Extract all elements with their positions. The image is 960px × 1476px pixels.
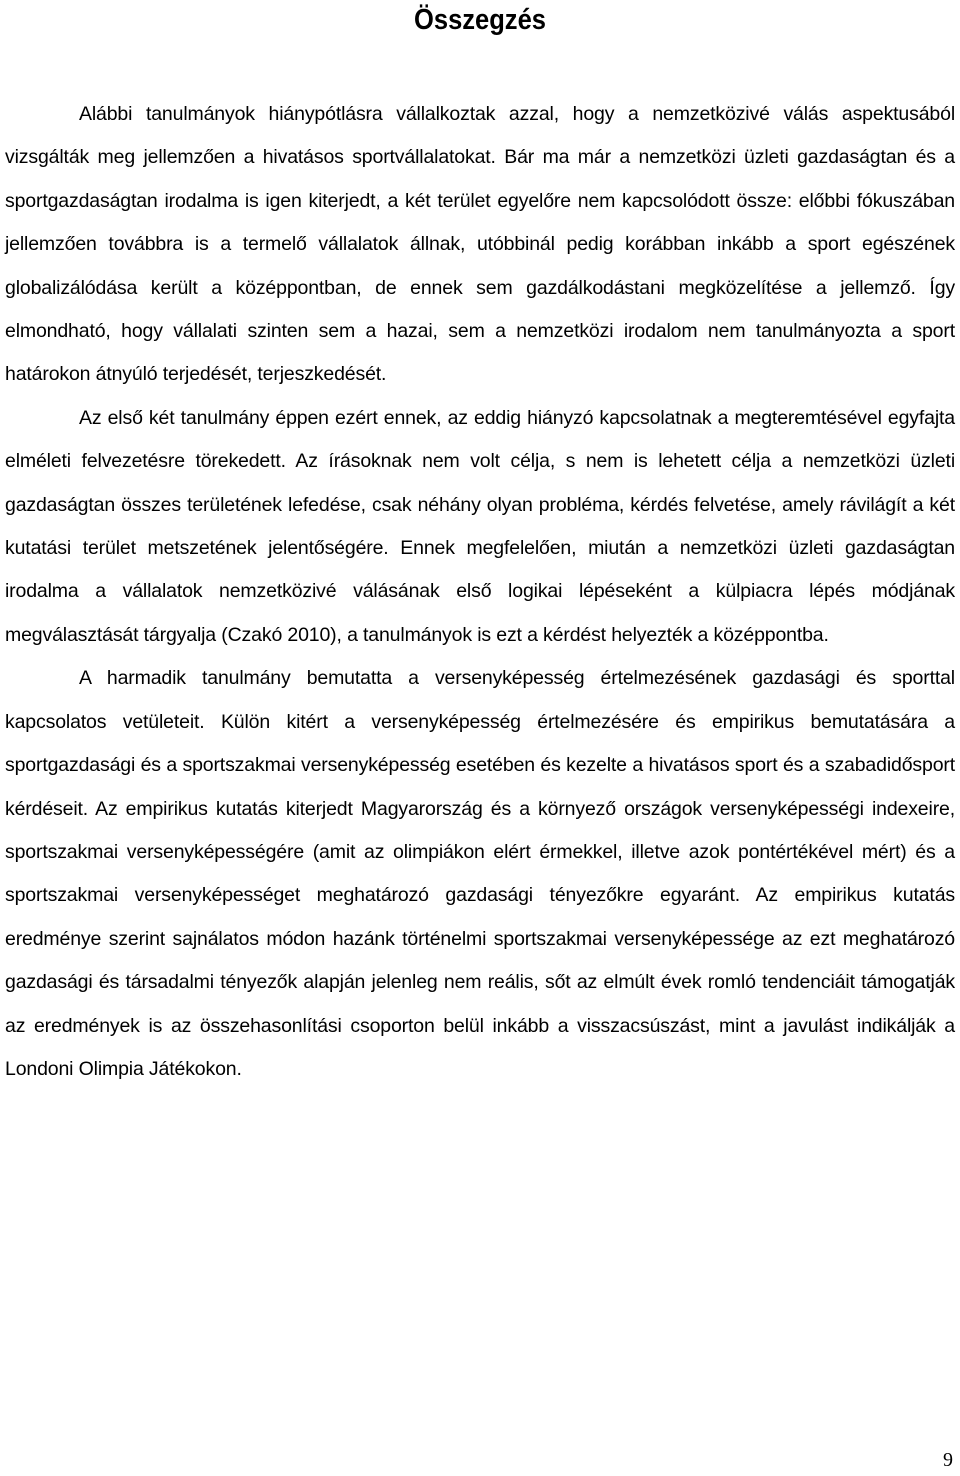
page-title: Összegzés [414,4,546,36]
document-body [5,93,955,1091]
page-number: 9 [943,1449,953,1471]
paragraph-intro: Alábbi tanulmányok hiánypótlásra vállalkoztak azzal, hogy a nemzetközivé válás aspektusából vizsgálták meg jellemzően a hivatásos sportvállalatokat. Bár ma már a nemzetközi üzleti gazdaságtan és a sportgazdaságtan irodalma is igen kiterjedt, a két terület egyelőre nem kapcsolódott össze: előbbi fókuszában jellemzően továbbra is a termelő vállalatok állnak, utóbbinál pedig korábban inkább a sport egészének globalizálódása került a középpontban, de ennek sem gazdálkodástani megközelítése a jellemző. Így elmondható, hogy vállalati szinten sem a hazai, sem a nemzetközi irodalom nem tanulmányozta a sport határokon átnyúló terjedését, terjeszkedését. [5,103,955,386]
paragraph-third-study: A harmadik tanulmány bemutatta a versenyképesség értelmezésének gazdasági és sporttal kapcsolatos vetületeit. Külön kitért a versenyképesség értelmezésére és empirikus bemutatására a sportgazdasági és a sportszakmai versenyképesség esetében és kezelte a hivatásos sport és a szabadidősport kérdéseit. Az empirikus kutatás kiterjedt Magyarország és a környező országok versenyképességi indexeire, sportszakmai versenyképességére (amit az olimpiákon elért érmekkel, illetve azok pontértékével mért) és a sportszakmai versenyképességet meghatározó gazdasági tényezőkre egyaránt. Az empirikus kutatás eredménye szerint sajnálatos módon hazánk történelmi sportszakmai versenyképessége az ezt meghatározó gazdasági és társadalmi tényezők alapján jelenleg nem reális, sőt az elmúlt évek romló tendenciáit támogatják az eredmények is az összehasonlítási csoporton belül inkább a visszacsúszást, mint a javulást indikálják a Londoni Olimpia Játékokon. [5,667,955,1080]
paragraph-first-two-studies: Az első két tanulmány éppen ezért ennek, az eddig hiányzó kapcsolatnak a megteremtésével egyfajta elméleti felvezetésre törekedett. Az írásoknak nem volt célja, s nem is lehetett célja a nemzetközi üzleti gazdaságtan összes területének lefedése, csak néhány olyan probléma, kérdés felvetése, amely rávilágít a két kutatási terület metszetének jelentőségére. Ennek megfelelően, miután a nemzetközi üzleti gazdaságtan irodalma a vállalatok nemzetközivé válásának első logikai lépéseként a külpiacra lépés módjának megválasztását tárgyalja (Czakó 2010), a tanulmányok is ezt a kérdést helyezték a középpontba. [5,406,955,646]
